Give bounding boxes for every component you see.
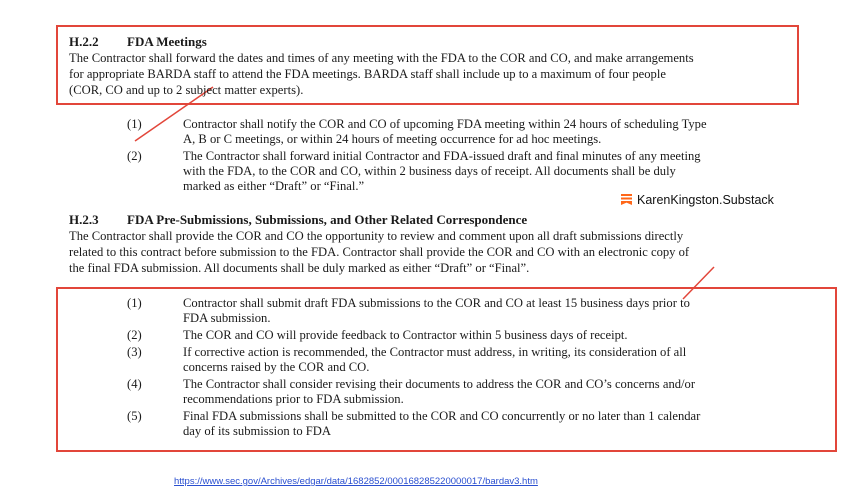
section-h22-paragraph (69, 50, 799, 98)
list-item (127, 149, 807, 194)
item-number: (2) (127, 328, 142, 342)
list-item (127, 409, 807, 439)
item-line: Final FDA submissions shall be submitted to the COR and CO concurrently or no later than 1 calendar (183, 409, 701, 423)
item-line: The Contractor shall forward initial Contractor and FDA-issued draft and final minutes of any meeting (183, 149, 701, 163)
section-title: FDA Pre-Submissions, Submissions, and Other Related Correspondence (127, 212, 528, 227)
item-line: The COR and CO will provide feedback to Contractor within 5 business days of receipt. (183, 328, 628, 342)
paragraph-line: the final FDA submission. All documents shall be duly marked as either “Draft” or “Final”. (69, 261, 530, 275)
item-number: (1) (127, 117, 142, 131)
paragraph-line: The Contractor shall forward the dates and times of any meeting with the FDA to the COR and CO, and make arrangements (69, 51, 694, 65)
section-heading-h22 (69, 34, 207, 50)
source-link[interactable]: https://www.sec.gov/Archives/edgar/data/1682852/000168285220000017/bardav3.htm (174, 476, 538, 487)
list-item (127, 377, 807, 407)
section-h23-paragraph (69, 228, 839, 276)
section-number: H.2.3 (69, 212, 99, 227)
list-item (127, 345, 807, 375)
item-line: with the FDA, to the COR and CO, within 2 business days of receipt. All documents shall be duly (183, 164, 676, 178)
item-line: FDA submission. (183, 311, 271, 325)
list-item (127, 117, 807, 147)
item-line: A, B or C meetings, or within 24 hours of meeting occurrence for ad hoc meetings. (183, 132, 602, 146)
item-line: Contractor shall submit draft FDA submissions to the COR and CO at least 15 business days prior to (183, 296, 690, 310)
item-line: marked as either “Draft” or “Final.” (183, 179, 365, 193)
section-heading-h23 (69, 212, 527, 228)
item-line: If corrective action is recommended, the Contractor must address, in writing, its consideration of all (183, 345, 687, 359)
badge-text: KarenKingston.Substack (637, 193, 774, 207)
section-title: FDA Meetings (127, 34, 207, 49)
substack-icon (621, 194, 632, 205)
paragraph-line: The Contractor shall provide the COR and CO the opportunity to review and comment upon all draft submissions directly (69, 229, 684, 243)
item-number: (5) (127, 409, 142, 423)
item-line: recommendations prior to FDA submission. (183, 392, 404, 406)
paragraph-line: (COR, CO and up to 2 subject matter experts). (69, 83, 304, 97)
item-number: (3) (127, 345, 142, 359)
list-item (127, 328, 807, 343)
item-line: Contractor shall notify the COR and CO of upcoming FDA meeting within 24 hours of scheduling Type (183, 117, 707, 131)
section-number: H.2.2 (69, 34, 99, 49)
list-item (127, 296, 807, 326)
paragraph-line: related to this contract before submission to the FDA. Contractor shall provide the COR and CO with an electronic copy of (69, 245, 690, 259)
item-line: The Contractor shall consider revising their documents to address the COR and CO’s concerns and/or (183, 377, 696, 391)
item-line: day of its submission to FDA (183, 424, 331, 438)
item-number: (2) (127, 149, 142, 163)
substack-badge (621, 193, 774, 207)
item-number: (1) (127, 296, 142, 310)
item-number: (4) (127, 377, 142, 391)
paragraph-line: for appropriate BARDA staff to attend the FDA meetings. BARDA staff shall include up to a maximum of four people (69, 67, 666, 81)
item-line: concerns raised by the COR and CO. (183, 360, 370, 374)
